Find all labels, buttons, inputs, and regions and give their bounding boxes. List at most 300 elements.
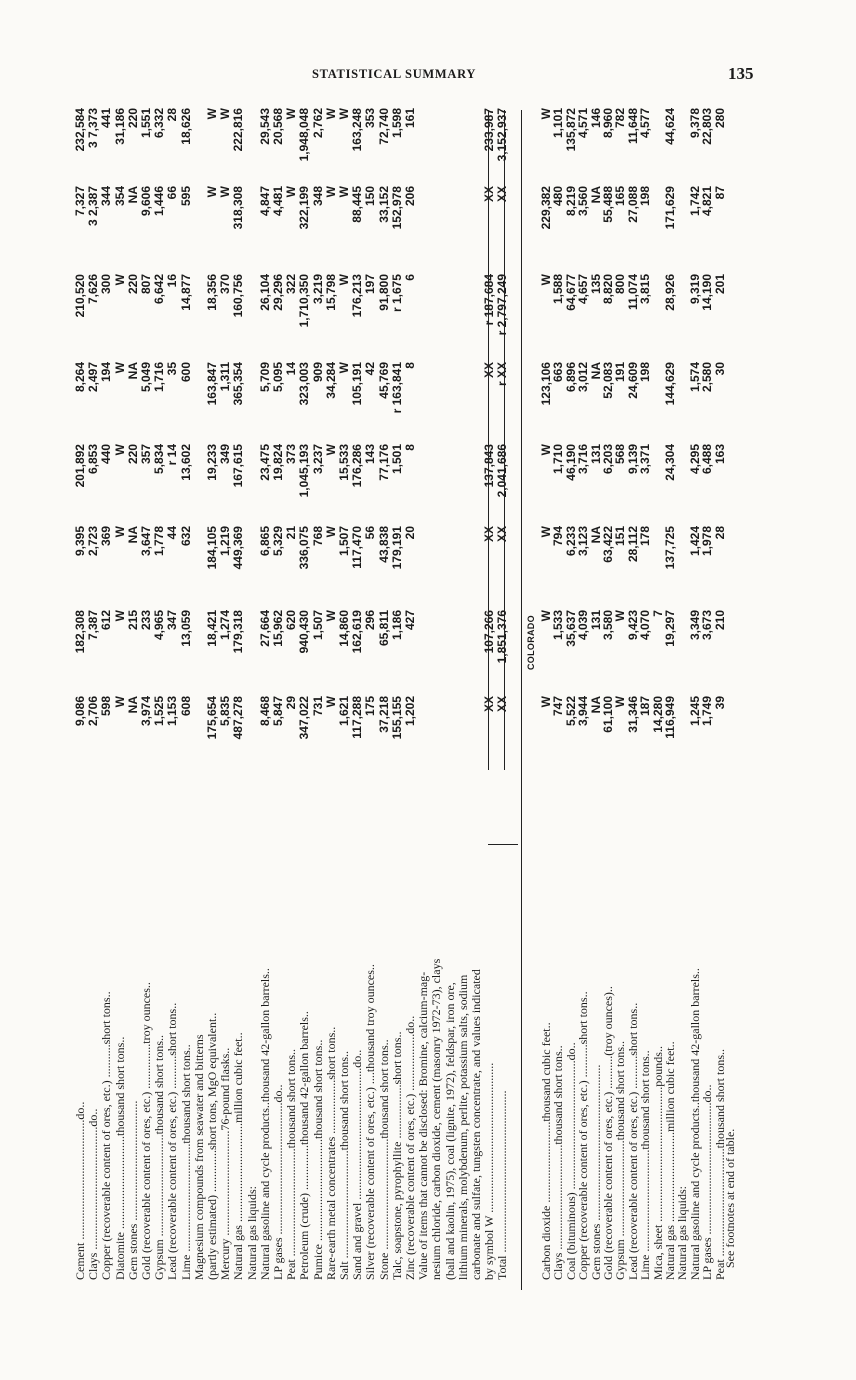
value-cell: 20	[403, 526, 417, 540]
value-column	[70, 610, 750, 700]
value-cell: 8,820	[601, 274, 615, 305]
value-cell: 18,356	[205, 274, 219, 311]
value-cell: 1,778	[152, 526, 167, 557]
row-label: by symbol W ..................................................	[482, 1062, 497, 1280]
value-cell: 296	[363, 610, 378, 631]
row-label: carbonate and sulfate, tungsten concentrate, and values indicated	[469, 969, 483, 1280]
row-label: Gypsum ..................................thousand short tons..	[152, 1034, 167, 1280]
value-cell: W	[284, 186, 299, 198]
value-cell: 151	[613, 526, 628, 547]
row-label: Coal (bituminous) ...........................................do..	[563, 1042, 578, 1280]
value-cell: 608	[178, 696, 193, 717]
value-cell: 595	[178, 186, 193, 207]
value-cell: 9,378	[687, 108, 702, 139]
value-cell: 220	[125, 444, 140, 465]
value-cell: 1,574	[687, 362, 702, 393]
value-cell: 19,824	[271, 444, 285, 481]
value-cell: 187	[638, 696, 653, 717]
value-cell: 9,139	[625, 444, 640, 475]
value-cell: 2,762	[310, 108, 325, 139]
value-cell: 167,615	[231, 444, 246, 488]
value-cell: 487,278	[231, 696, 246, 740]
value-cell: 91,800	[376, 274, 391, 311]
value-cell: 19,297	[663, 610, 677, 647]
value-cell: 150	[363, 186, 378, 207]
value-cell: 357	[139, 444, 153, 465]
value-cell: 1,202	[403, 696, 417, 727]
value-cell: 1,424	[687, 526, 702, 557]
value-cell: 612	[99, 610, 114, 631]
value-cell: 198	[638, 362, 653, 383]
state-heading: COLORADO	[526, 615, 536, 670]
value-cell: 9,395	[73, 526, 87, 557]
value-cell: 3,237	[310, 444, 325, 475]
row-label: (partly estimated) ..............short tons, MgO equivalent..	[205, 1012, 219, 1280]
value-cell: W	[323, 108, 338, 120]
value-cell: 1,749	[700, 696, 715, 727]
value-cell: XX	[482, 362, 497, 379]
value-cell: W	[323, 444, 338, 456]
value-cell: 123,106	[539, 362, 553, 406]
value-cell: 37,218	[376, 696, 391, 733]
value-cell: 61,100	[601, 696, 615, 733]
value-cell: 105,191	[350, 362, 365, 406]
value-cell: 9,423	[625, 610, 640, 641]
row-label: Lime ..................................thousand short tons..	[638, 1050, 653, 1280]
value-cell: 354	[112, 186, 127, 207]
value-cell: XX	[495, 186, 510, 203]
value-cell: 13,059	[178, 610, 193, 647]
value-cell: 3,974	[139, 696, 153, 727]
value-cell: 233,987	[482, 108, 497, 152]
value-cell: 220	[125, 108, 140, 129]
value-cell: 300	[99, 274, 114, 295]
value-cell: W	[112, 526, 127, 538]
value-cell: 210,520	[73, 274, 87, 318]
value-cell: 182,308	[73, 610, 87, 654]
value-cell: 30	[712, 362, 727, 376]
row-label: Pumice ..................................thousand short tons..	[310, 1039, 325, 1280]
value-cell: W	[539, 108, 553, 120]
value-cell: 88,445	[350, 186, 365, 223]
value-column	[70, 274, 750, 364]
value-cell: 2,041,686	[495, 444, 510, 498]
value-cell: 6,233	[563, 526, 578, 557]
value-cell: 344	[99, 186, 114, 207]
value-cell: XX	[482, 186, 497, 203]
value-cell: 15,798	[323, 274, 338, 311]
value-cell: 8,264	[73, 362, 87, 393]
row-label: Gold (recoverable content of ores, etc.) ...............troy ounces..	[139, 982, 153, 1280]
row-label: Peat ....................................thousand short tons..	[284, 1049, 299, 1280]
value-cell: W	[613, 696, 628, 708]
value-cell: 441	[99, 108, 114, 129]
value-cell: 107,266	[482, 610, 497, 654]
value-cell: 7,327	[73, 186, 87, 217]
value-cell: 176,213	[350, 274, 365, 318]
row-label: Total ......................................................	[495, 1090, 510, 1280]
value-cell: W	[337, 108, 351, 120]
value-cell: W	[323, 610, 338, 622]
row-label: Stone .....................................thousand short tons..	[376, 1039, 391, 1280]
value-cell: W	[539, 610, 553, 622]
value-cell: W	[337, 362, 351, 374]
row-label: Petroleum (crude) ...............thousand 42-gallon barrels..	[297, 1011, 312, 1280]
value-cell: 1,186	[389, 610, 404, 641]
value-cell: 44,624	[663, 108, 677, 145]
value-cell: 19,233	[205, 444, 219, 481]
value-cell: 3,716	[576, 444, 591, 475]
value-cell: W	[112, 444, 127, 456]
row-label: Cement ........................................do..	[73, 1101, 87, 1280]
value-cell: 131	[588, 610, 603, 631]
value-cell: 24,609	[625, 362, 640, 399]
value-cell: 206	[403, 186, 417, 207]
value-cell: 598	[99, 696, 114, 717]
value-cell: 7,626	[86, 274, 101, 305]
value-cell: 4,577	[638, 108, 653, 139]
value-cell: 1,245	[687, 696, 702, 727]
value-cell: 55,488	[601, 186, 615, 223]
value-cell: 3,647	[139, 526, 153, 557]
value-cell: 1,598	[389, 108, 404, 139]
value-column	[70, 108, 750, 198]
value-cell: 215	[125, 610, 140, 631]
value-cell: 427	[403, 610, 417, 631]
value-cell: NA	[125, 186, 140, 204]
value-cell: 7,387	[86, 610, 101, 641]
row-label: Gold (recoverable content of ores, etc.) ...........(troy ounces)..	[601, 986, 615, 1280]
value-cell: 135	[588, 274, 603, 295]
row-label: Natural gas liquids:	[675, 1186, 690, 1280]
value-cell: W	[112, 362, 127, 374]
value-cell: 731	[310, 696, 325, 717]
value-cell: 14	[284, 362, 299, 376]
value-cell: 72,740	[376, 108, 391, 145]
value-cell: 620	[284, 610, 299, 631]
value-cell: NA	[588, 186, 603, 204]
value-cell: 1,446	[152, 186, 167, 217]
value-cell: 2,580	[700, 362, 715, 393]
value-cell: 42	[363, 362, 378, 376]
row-label: Peat ....................................thousand short tons..	[712, 1049, 727, 1280]
value-cell: 9,606	[139, 186, 153, 217]
value-cell: 201	[712, 274, 727, 295]
value-cell: 323,003	[297, 362, 312, 406]
row-label: Gypsum ................................thousand short tons..	[613, 1040, 628, 1280]
value-cell: 4,657	[576, 274, 591, 305]
value-cell: 135,872	[563, 108, 578, 152]
value-cell: 747	[551, 696, 566, 717]
value-cell: W	[539, 274, 553, 286]
value-cell: NA	[588, 526, 603, 544]
value-cell: 28	[712, 526, 727, 540]
value-cell: 794	[551, 526, 566, 547]
value-cell: 18,626	[178, 108, 193, 145]
value-cell: r 187,684	[482, 274, 497, 326]
value-cell: 347,022	[297, 696, 312, 740]
value-cell: 178	[638, 526, 653, 547]
value-cell: 117,288	[350, 696, 365, 739]
value-cell: 5,847	[271, 696, 285, 727]
value-cell: 184,105	[205, 526, 219, 570]
value-cell: 14,877	[178, 274, 193, 311]
value-cell: 191	[613, 362, 628, 383]
value-cell: 1,101	[551, 108, 566, 139]
value-cell: 5,522	[563, 696, 578, 727]
value-cell: 9,086	[73, 696, 87, 727]
value-cell: 22,803	[700, 108, 715, 145]
row-label: Mica, sheet .............................................pounds..	[650, 1046, 665, 1280]
value-cell: 7	[650, 610, 665, 617]
value-cell: 1,621	[337, 696, 351, 727]
row-label: Clays ...................................thousand short tons..	[551, 1045, 566, 1280]
value-cell: 26,104	[257, 274, 272, 311]
value-cell: 1,716	[152, 362, 167, 393]
value-cell: 163	[712, 444, 727, 465]
value-cell: 28	[165, 108, 180, 122]
value-cell: 8,468	[257, 696, 272, 727]
value-cell: 163,847	[205, 362, 219, 406]
value-cell: 3,673	[700, 610, 715, 641]
row-label: (ball and kaolin, 1975), coal (lignite, 1972), feldspar, iron ore,	[442, 982, 457, 1280]
row-label: nesium chloride, carbon dioxide, cement (masonry 1972-73), clays	[429, 958, 444, 1280]
value-cell: 44	[165, 526, 180, 540]
row-label: Diatomite ...............................thousand short tons..	[112, 1036, 127, 1280]
value-cell: 194	[99, 362, 114, 383]
value-cell: 4,481	[271, 186, 285, 217]
value-cell: W	[323, 186, 338, 198]
value-cell: 3,152,937	[495, 108, 510, 162]
value-cell: NA	[588, 696, 603, 714]
value-cell: 768	[310, 526, 325, 547]
row-label: Silver (recoverable content of ores, etc.) ....thousand troy ounces..	[363, 964, 378, 1280]
value-cell: 940,430	[297, 610, 312, 654]
value-cell: 1,551	[139, 108, 153, 139]
value-cell: W	[323, 526, 338, 538]
value-cell: 3,944	[576, 696, 591, 727]
value-cell: 23,475	[257, 444, 272, 481]
value-cell: 6,853	[86, 444, 101, 475]
row-label: Gem stones ........................................	[125, 1100, 140, 1280]
value-cell: 34,284	[323, 362, 338, 399]
value-cell: 161	[403, 108, 417, 129]
value-cell: 6,896	[563, 362, 578, 393]
value-cell: 163,248	[350, 108, 365, 152]
value-cell: 373	[284, 444, 299, 465]
value-cell: 152,978	[389, 186, 404, 230]
value-cell: 179,191	[389, 526, 404, 570]
value-cell: W	[112, 696, 127, 708]
value-cell: W	[112, 610, 127, 622]
value-cell: W	[539, 526, 553, 538]
value-cell: 52,083	[601, 362, 615, 399]
value-cell: r 14	[165, 444, 180, 466]
value-cell: 197	[363, 274, 378, 295]
value-cell: 6,332	[152, 108, 167, 139]
value-cell: 347	[165, 610, 180, 631]
value-cell: W	[112, 274, 127, 286]
value-cell: 2,497	[86, 362, 101, 393]
value-cell: 11,648	[625, 108, 640, 145]
value-cell: 5,329	[271, 526, 285, 557]
value-cell: 1,311	[218, 362, 233, 392]
value-cell: 45,769	[376, 362, 391, 399]
value-cell: 20,568	[271, 108, 285, 145]
row-label: Clays .........................................do..	[86, 1108, 101, 1280]
value-cell: 143	[363, 444, 378, 465]
footnote-text: See footnotes at end of table.	[723, 1128, 737, 1268]
value-cell: 3,349	[687, 610, 702, 641]
value-cell: 600	[178, 362, 193, 383]
value-cell: 175,654	[205, 696, 219, 740]
row-label: Talc, soapstone, pyrophyllite ..................short tons..	[389, 1031, 404, 1280]
value-cell: 322	[284, 274, 299, 295]
value-cell: 232,584	[73, 108, 87, 152]
value-cell: 3,219	[310, 274, 325, 305]
value-cell: 800	[613, 274, 628, 295]
value-cell: 29,543	[257, 108, 272, 145]
value-cell: 43,838	[376, 526, 391, 563]
value-cell: 5,835	[218, 696, 233, 727]
value-cell: 46,190	[563, 444, 578, 481]
row-label: Rare-earth metal concentrates ..................short tons..	[323, 1026, 338, 1280]
value-cell: 1,507	[337, 526, 351, 557]
value-cell: 176,286	[350, 444, 365, 488]
value-cell: 222,816	[231, 108, 246, 152]
value-cell: 198	[638, 186, 653, 207]
value-cell: 8	[403, 362, 417, 369]
value-cell: 1,710,350	[297, 274, 312, 328]
value-cell: 3,560	[576, 186, 591, 217]
value-cell: W	[337, 274, 351, 286]
value-cell: 3,012	[576, 362, 591, 393]
value-cell: 27,088	[625, 186, 640, 223]
value-cell: 16	[165, 274, 180, 288]
value-cell: 3 2,387	[86, 186, 101, 227]
value-cell: 353	[363, 108, 378, 129]
value-cell: W	[539, 444, 553, 456]
value-cell: 4,070	[638, 610, 653, 641]
value-cell: r XX	[495, 362, 510, 387]
value-cell: 146	[588, 108, 603, 129]
value-cell: 1,507	[310, 610, 325, 641]
value-cell: 201,892	[73, 444, 87, 488]
value-cell: NA	[125, 696, 140, 714]
value-cell: 210	[712, 610, 727, 631]
value-cell: 1,588	[551, 274, 566, 305]
row-label: Lime ....................................thousand short tons..	[178, 1044, 193, 1280]
value-column	[70, 444, 750, 534]
value-cell: XX	[482, 696, 497, 713]
value-cell: 782	[613, 108, 628, 129]
value-cell: 1,948,048	[297, 108, 312, 162]
row-label: LP gases ............................................do..	[271, 1084, 285, 1280]
value-column	[70, 696, 750, 786]
value-cell: 87	[712, 186, 727, 200]
value-cell: 4,965	[152, 610, 167, 641]
value-cell: 3 7,373	[86, 108, 101, 149]
value-cell: 11,074	[625, 274, 640, 311]
row-label: LP gases ............................................do..	[700, 1084, 715, 1280]
row-label: Natural gasoline and cycle products..thousand 42-gallon barrels..	[687, 968, 702, 1280]
row-label: Magnesium compounds from seawater and bitterns	[191, 1034, 206, 1280]
row-label: Natural gas liquids:	[244, 1186, 259, 1280]
value-cell: 65,811	[376, 610, 391, 647]
value-cell: XX	[495, 696, 510, 713]
row-label: Lead (recoverable content of ores, etc.) ...........short tons..	[625, 1002, 640, 1280]
value-cell: r 163,841	[389, 362, 404, 414]
row-label: Copper (recoverable content of ores, etc.) ...........short tons..	[99, 991, 114, 1280]
value-cell: 6,203	[601, 444, 615, 475]
value-cell: 66	[165, 186, 180, 200]
value-cell: 1,501	[389, 444, 404, 475]
value-cell: 1,274	[218, 610, 233, 641]
value-cell: 35,637	[563, 610, 578, 647]
value-cell: 1,742	[687, 186, 702, 217]
row-label: lithium minerals, molybdenum, perlite, potassium salts, sodium	[455, 974, 470, 1280]
value-cell: 27,664	[257, 610, 272, 647]
value-cell: 1,153	[165, 696, 180, 727]
value-cell: 318,308	[231, 186, 246, 230]
value-cell: W	[613, 610, 628, 622]
value-cell: 21	[284, 526, 299, 540]
value-cell: 31,186	[112, 108, 127, 145]
value-cell: 1,851,376	[495, 610, 510, 664]
value-cell: 233	[139, 610, 153, 631]
value-cell: 116,949	[663, 696, 677, 739]
value-cell: 24,304	[663, 444, 677, 481]
value-cell: 322,199	[297, 186, 312, 230]
rotated-statistical-table	[70, 100, 750, 1290]
value-cell: 1,045,193	[297, 444, 312, 498]
value-cell: 137,725	[663, 526, 677, 570]
value-cell: W	[205, 108, 219, 120]
value-cell: 13,602	[178, 444, 193, 481]
value-cell: 5,709	[257, 362, 272, 393]
value-cell: NA	[125, 362, 140, 380]
value-cell: 14,190	[700, 274, 715, 311]
value-cell: 15,533	[337, 444, 351, 481]
value-cell: W	[205, 186, 219, 198]
value-cell: 64,677	[563, 274, 578, 311]
value-cell: 28,112	[625, 526, 640, 563]
value-cell: XX	[495, 526, 510, 543]
row-label: Carbon dioxide ...........................thousand cubic feet..	[539, 1022, 553, 1280]
value-cell: 449,369	[231, 526, 246, 570]
value-cell: 4,847	[257, 186, 272, 217]
value-column	[70, 362, 750, 452]
value-cell: 6,865	[257, 526, 272, 557]
value-cell: 155,155	[389, 696, 404, 740]
value-cell: NA	[588, 362, 603, 380]
value-cell: 370	[218, 274, 233, 295]
value-cell: 39	[712, 696, 727, 710]
value-cell: 5,049	[139, 362, 153, 393]
value-cell: r 2,797,249	[495, 274, 510, 336]
value-cell: 15,962	[271, 610, 285, 647]
value-cell: 348	[310, 186, 325, 207]
value-cell: 165	[613, 186, 628, 207]
value-cell: 31,346	[625, 696, 640, 733]
value-cell: 33,152	[376, 186, 391, 223]
value-cell: 6,642	[152, 274, 167, 305]
value-cell: 29,296	[271, 274, 285, 311]
value-cell: 365,354	[231, 362, 246, 406]
value-cell: NA	[125, 526, 140, 544]
value-cell: W	[284, 108, 299, 120]
value-cell: 117,470	[350, 526, 365, 569]
